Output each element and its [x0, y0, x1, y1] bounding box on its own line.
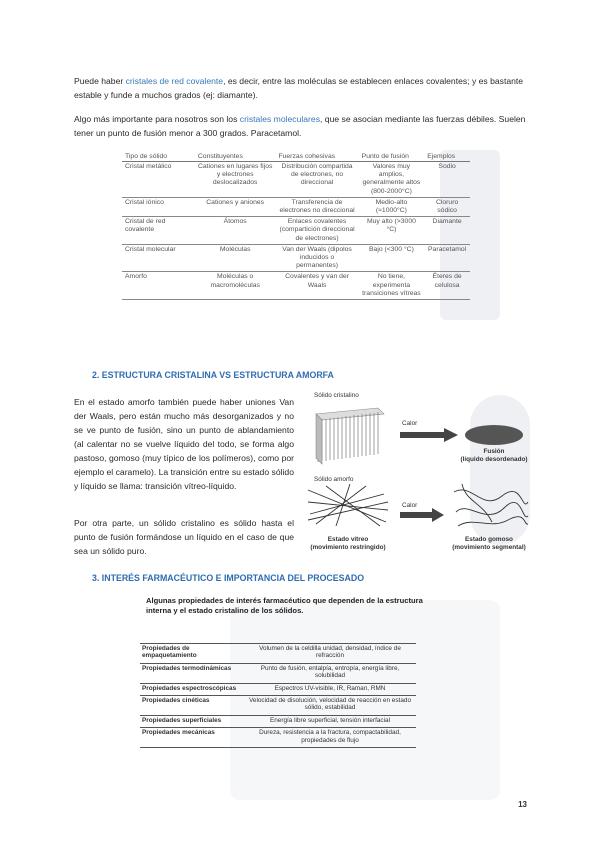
table-cell: Moléculas o macromoléculas [195, 272, 276, 300]
table-header: Constituyentes [195, 152, 276, 162]
table-cell: Propiedades espectroscópicas [140, 683, 244, 695]
table-cell: Propiedades cinéticas [140, 696, 244, 716]
table-cell: Energía libre superficial, tensión interfacial [244, 715, 416, 727]
table-row [122, 244, 470, 272]
table-cell: Propiedades superficiales [140, 715, 244, 727]
paragraph-text: , es decir, entre las moléculas se establecen enlaces covalentes; y es bastante estable y funde a muchos grados (ej: diamante). [74, 76, 524, 100]
table-cell: Propiedades mecánicas [140, 728, 244, 748]
table-header: Punto de fusión [359, 152, 425, 162]
figure-crystal-amorphous [306, 392, 534, 556]
section-3-heading: 3. INTERÉS FARMACÉUTICO E IMPORTANCIA DEL PROCESADO [92, 573, 365, 583]
table-cell: Velocidad de disolución, velocidad de reacción en estado sólido, estabilidad [244, 696, 416, 716]
table-row [122, 162, 470, 198]
table-cell: Distribución compartida de electrones, no direccional [275, 162, 358, 198]
label-crystalline-solid: Sólido cristalino [314, 392, 359, 399]
section-2-heading: 2. ESTRUCTURA CRISTALINA VS ESTRUCTURA AMORFA [92, 370, 334, 380]
table-cell: Covalentes y van der Waals [275, 272, 358, 300]
table-cell: Punto de fusión, entalpía, entropía, energía libre, solubilidad [244, 663, 416, 683]
table-cell: Propiedades termodinámicas [140, 663, 244, 683]
table-row [122, 272, 470, 300]
paragraph-covalent [74, 74, 526, 102]
table-cell: Diamante [424, 217, 470, 245]
section-2-paragraph-2: Por otra parte, un sólido cristalino es sólido hasta el punto de fusión formándose un líquido en el caso de que sea un sólido puro. [74, 518, 294, 556]
table-cell: Valores muy amplios, generalmente altos (800-2000°C) [359, 162, 425, 198]
section-2-paragraph-1: En el estado amorfo también puede haber uniones Van der Waals, pero están mucho más desorganizados y no se ve punto de fusión, sino un punto de ablandamiento (al calentar no se vuelve líquido del todo, se forma algo pastoso, gomoso (muy típico de los polímeros), como por ejemplo el caramelo). La transición entre su estado sólido y líquido se llama: transición vítreo-líquido. [74, 397, 294, 491]
table-cell: Cristal iónico [122, 197, 195, 216]
page-number: 13 [518, 800, 527, 809]
label-heat-2: Calor [402, 502, 418, 509]
table-cell: Amorfo [122, 272, 195, 300]
table-cell: Cristal de red covalente [122, 217, 195, 245]
table-row [140, 683, 416, 695]
table-cell: Cloruro sódico [424, 197, 470, 216]
pharma-properties-table [140, 643, 416, 748]
caption-rubbery-state: Estado gomoso (movimiento segmental) [452, 536, 526, 551]
table-cell: Bajo (<300 °C) [359, 244, 425, 272]
amorphous-chains-icon [306, 484, 390, 528]
pharma-properties-block [140, 596, 430, 748]
table-cell: Cationes y aniones [195, 197, 276, 216]
arrow-right-icon [400, 508, 446, 522]
link-covalent-crystals[interactable]: cristales de red covalente [125, 76, 224, 86]
table-header-row [122, 152, 470, 162]
table-header: Ejemplos [424, 152, 470, 162]
table-cell: Átomos [195, 217, 276, 245]
crystal-lattice-icon [306, 404, 386, 466]
table-cell: Dureza, resistencia a la fractura, compactabilidad, propiedades de flujo [244, 728, 416, 748]
table-cell: Cristal molecular [122, 244, 195, 272]
table-row [122, 217, 470, 245]
table-cell: Volumen de la celdilla unidad, densidad, índice de refracción [244, 644, 416, 664]
table-header: Fuerzas cohesivas [275, 152, 358, 162]
table-row [140, 728, 416, 748]
rubbery-chains-icon [452, 482, 530, 532]
paragraph-text: Algo más importante para nosotros son los [74, 114, 240, 124]
table-cell: Propiedades de empaquetamiento [140, 644, 244, 664]
table-cell: Medio-alto (≈1000°C) [359, 197, 425, 216]
table-cell: Enlaces covalentes (compartición direccional de electrones) [275, 217, 358, 245]
table-cell: Cristal metálico [122, 162, 195, 198]
liquid-droplet-icon [464, 424, 524, 446]
arrow-right-icon [400, 428, 460, 442]
table-cell: Transferencia de electrones no direccional [275, 197, 358, 216]
table-row [140, 663, 416, 683]
link-molecular-crystals[interactable]: cristales moleculares [239, 114, 321, 124]
table-cell: Moléculas [195, 244, 276, 272]
table-cell: Cationes en lugares fijos y electrones deslocalizados [195, 162, 276, 198]
table-cell: Muy alto (>3000 °C) [359, 217, 425, 245]
table-cell: No tiene, experimenta transiciones vítreas [359, 272, 425, 300]
table-row [140, 644, 416, 664]
table-row [140, 715, 416, 727]
table-row [122, 197, 470, 216]
caption-glassy-state: Estado vítreo (movimiento restringido) [310, 536, 386, 551]
paragraph-molecular [74, 112, 526, 140]
paragraph-text: , que se asocian mediante las fuerzas débiles. Suelen tener un punto de fusión menor a 300 grados. Paracetamol. [74, 114, 526, 138]
table-cell: Sodio [424, 162, 470, 198]
label-amorphous-solid: Sólido amorfo [314, 476, 354, 483]
table-cell: Espectros UV-visible, IR, Raman, RMN [244, 683, 416, 695]
table-cell: Éteres de celulosa [424, 272, 470, 300]
pharma-properties-title: Algunas propiedades de interés farmacéutico que dependen de la estructura interna y el estado cristalino de los sólidos. [146, 596, 423, 615]
paragraph-text: Puede haber [74, 76, 126, 86]
table-cell: Van der Waals (dipolos inducidos o permanentes) [275, 244, 358, 272]
caption-fusion: Fusión (líquido desordenado) [460, 448, 528, 463]
label-heat-1: Calor [402, 420, 418, 427]
table-header: Tipo de sólido [122, 152, 195, 162]
table-cell: Paracetamol [424, 244, 470, 272]
table-row [140, 696, 416, 716]
solid-types-table [122, 152, 470, 300]
